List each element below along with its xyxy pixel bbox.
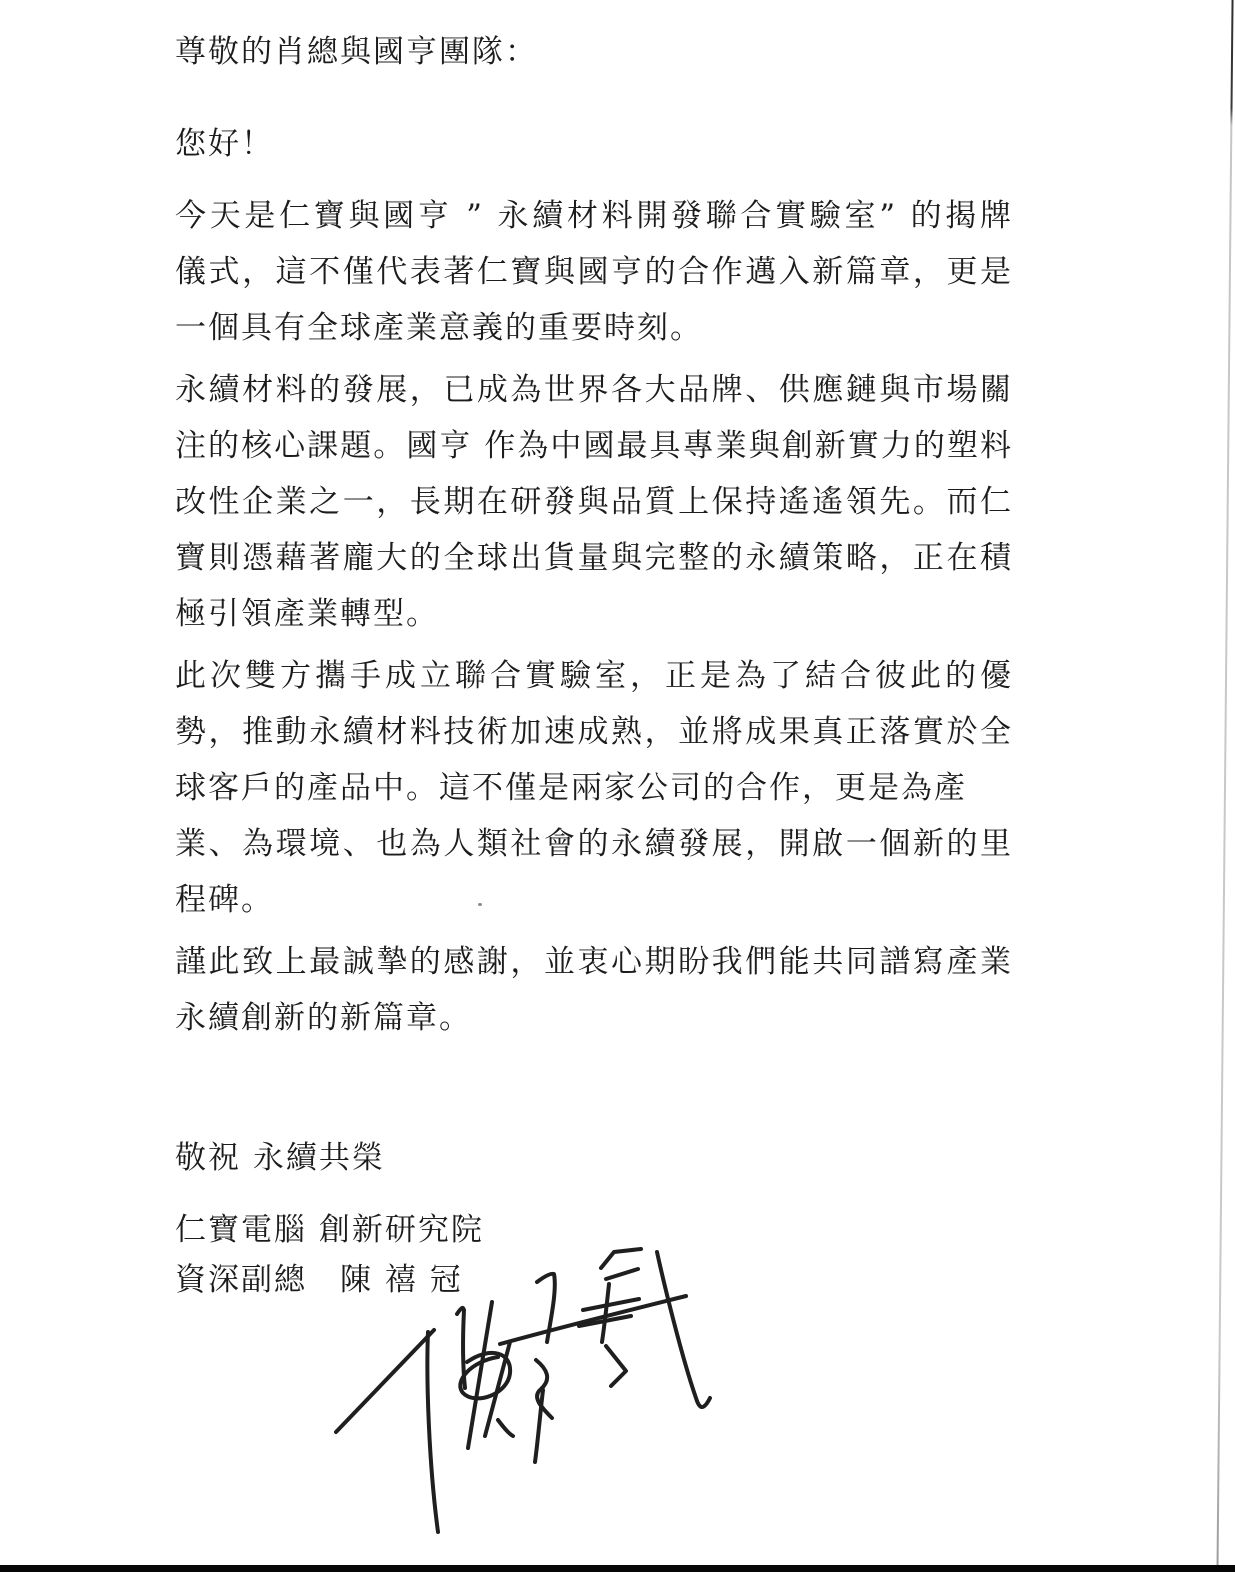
paragraph-line: 儀式，這不僅代表著仁寶與國亨的合作邁入新篇章，更是	[175, 254, 1013, 290]
paragraph-line: 今天是仁寶與國亨 ” 永續材料開發聯合實驗室” 的揭牌	[175, 198, 1013, 234]
paragraph-4	[175, 934, 1013, 1046]
paragraph-line: 球客戶的產品中。這不僅是兩家公司的合作，更是為產	[175, 770, 967, 806]
paragraph-line: 業、為環境、也為人類社會的永續發展，開啟一個新的里	[175, 826, 1013, 862]
signer-line: 資深副總 陳 禧 冠	[175, 1262, 463, 1298]
salutation: 您好！	[175, 126, 274, 162]
scan-page-edge-line	[1216, 0, 1233, 1572]
greeting: 尊敬的肖總與國亨團隊：	[175, 34, 538, 70]
paragraph-line: 永續創新的新篇章。	[175, 1000, 472, 1036]
company-line: 仁寶電腦 創新研究院	[175, 1212, 484, 1248]
closing-wish: 敬祝 永續共榮	[175, 1140, 385, 1176]
handwritten-signature	[330, 1230, 750, 1550]
signature-stroke	[601, 1249, 641, 1268]
paragraph-line: 程碑。	[175, 882, 274, 918]
signature-stroke	[657, 1252, 710, 1407]
paragraph-line: 極引領產業轉型。	[175, 596, 439, 632]
paragraph-line: 謹此致上最誠摯的感謝，並衷心期盼我們能共同譜寫產業	[175, 944, 1013, 980]
letter-body	[175, 24, 1013, 1305]
paragraph-1	[175, 188, 1013, 356]
signature-stroke	[602, 1284, 609, 1342]
paragraph-line: 寶則憑藉著龐大的全球出貨量與完整的永續策略，正在積	[175, 540, 1013, 576]
paragraph-line: 注的核心課題。國亨 作為中國最具專業與創新實力的塑料	[175, 428, 1013, 464]
paragraph-2	[175, 362, 1013, 642]
signature-stroke	[500, 1296, 686, 1344]
ink-speck	[478, 903, 482, 906]
paragraph-line: 改性企業之一，長期在研發與品質上保持遙遙領先。而仁	[175, 484, 1013, 520]
paragraph-line: 一個具有全球產業意義的重要時刻。	[175, 310, 703, 346]
scan-bottom-bar	[0, 1565, 1235, 1572]
paragraph-line: 勢，推動永續材料技術加速成熟，並將成果真正落實於全	[175, 714, 1013, 750]
signature-stroke	[427, 1332, 438, 1532]
signature-stroke	[336, 1330, 434, 1432]
signature-stroke	[606, 1269, 638, 1279]
signature-stroke	[606, 1346, 626, 1386]
paragraph-3	[175, 648, 1013, 928]
paragraph-line: 此次雙方攜手成立聯合實驗室，正是為了結合彼此的優	[175, 658, 1013, 694]
signature-stroke	[498, 1420, 513, 1436]
paragraph-line: 永續材料的發展，已成為世界各大品牌、供應鏈與市場關	[175, 372, 1013, 408]
